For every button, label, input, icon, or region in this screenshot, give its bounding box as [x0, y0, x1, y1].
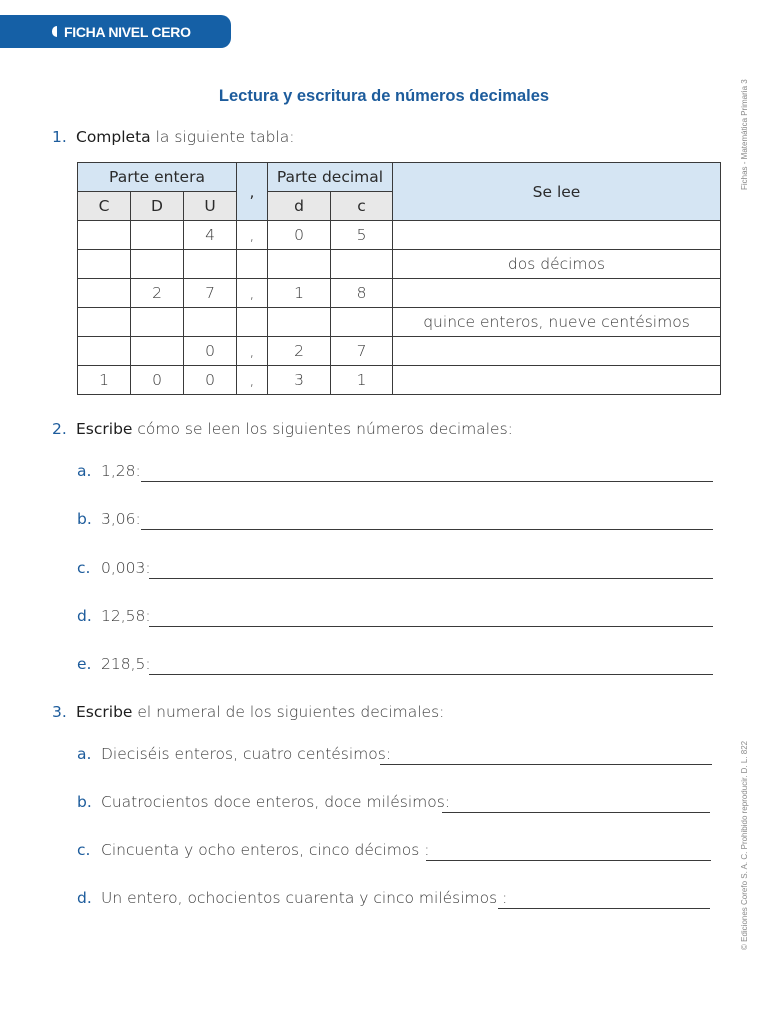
page-title: Lectura y escritura de números decimales	[218, 87, 550, 105]
table-cell[interactable]	[331, 250, 393, 279]
q3-item-d	[77, 889, 507, 907]
table-cell[interactable]: dos décimos	[393, 250, 721, 279]
table-cell[interactable]	[131, 250, 184, 279]
decimal-table	[77, 162, 721, 395]
item-text: Un entero, ochocientos cuarenta y cinco milésimos :	[101, 889, 508, 907]
item-text: Cuatrocientos doce enteros, doce milésimos:	[101, 793, 451, 811]
item-text: Dieciséis enteros, cuatro centésimos:	[101, 745, 392, 763]
header-d: D	[131, 192, 184, 221]
table-cell[interactable]: 8	[331, 279, 393, 308]
header-decimo: d	[268, 192, 331, 221]
table-cell[interactable]	[78, 250, 131, 279]
table-cell[interactable]: 4	[184, 221, 237, 250]
table-row	[78, 279, 721, 308]
table-cell[interactable]: 0	[268, 221, 331, 250]
table-cell[interactable]: quince enteros, nueve centésimos	[393, 308, 721, 337]
answer-line[interactable]	[141, 529, 713, 530]
header-se-lee: Se lee	[393, 163, 721, 221]
table-cell[interactable]: 1	[268, 279, 331, 308]
question-verb: Completa	[76, 128, 151, 146]
table-row	[78, 366, 721, 395]
q3-item-a	[77, 745, 391, 763]
tab-marker-icon	[52, 26, 57, 37]
table-cell[interactable]: 0	[184, 337, 237, 366]
item-text: 218,5:	[101, 655, 151, 673]
item-letter: d.	[77, 607, 92, 625]
item-text: Cincuenta y ocho enteros, cinco décimos :	[101, 841, 430, 859]
table-cell[interactable]	[78, 221, 131, 250]
side-text-bottom: © Ediciones Corefo S. A. C. Prohibido reproducir. D. L. 822	[740, 740, 749, 950]
item-letter: a.	[77, 745, 92, 763]
answer-line[interactable]	[498, 908, 710, 909]
table-cell[interactable]: ,	[237, 279, 268, 308]
question-verb: Escribe	[76, 703, 133, 721]
header-c: C	[78, 192, 131, 221]
table-cell[interactable]	[393, 279, 721, 308]
table-cell[interactable]: 7	[184, 279, 237, 308]
question-verb: Escribe	[76, 420, 133, 438]
question-1	[52, 128, 295, 146]
table-cell[interactable]	[131, 221, 184, 250]
table-cell[interactable]: 2	[268, 337, 331, 366]
table-cell[interactable]: ,	[237, 366, 268, 395]
item-text: 0,003:	[101, 559, 151, 577]
item-text: 12,58:	[101, 607, 151, 625]
table-cell[interactable]: 1	[331, 366, 393, 395]
item-text: 3,06:	[101, 510, 141, 528]
question-number: 1.	[52, 128, 67, 146]
header-parte-entera: Parte entera	[78, 163, 237, 192]
q3-item-c	[77, 841, 430, 859]
table-cell[interactable]	[268, 308, 331, 337]
table-cell[interactable]	[268, 250, 331, 279]
item-letter: c.	[77, 841, 91, 859]
table-cell[interactable]	[131, 308, 184, 337]
item-letter: d.	[77, 889, 92, 907]
header-tab-label: FICHA NIVEL CERO	[64, 23, 191, 40]
answer-line[interactable]	[149, 578, 713, 579]
q3-item-b	[77, 793, 450, 811]
table-cell[interactable]	[131, 337, 184, 366]
q2-item-a	[77, 462, 141, 480]
table-cell[interactable]	[237, 250, 268, 279]
table-cell[interactable]	[78, 279, 131, 308]
table-cell[interactable]	[331, 308, 393, 337]
table-row	[78, 221, 721, 250]
table-cell[interactable]	[184, 250, 237, 279]
table-cell[interactable]: ,	[237, 221, 268, 250]
table-cell[interactable]: 2	[131, 279, 184, 308]
header-parte-decimal: Parte decimal	[268, 163, 393, 192]
table-cell[interactable]	[237, 308, 268, 337]
question-2	[52, 420, 513, 438]
table-row	[78, 250, 721, 279]
table-row	[78, 337, 721, 366]
table-row	[78, 308, 721, 337]
question-text: la siguiente tabla:	[150, 128, 295, 146]
q2-item-b	[77, 510, 141, 528]
item-letter: a.	[77, 462, 92, 480]
answer-line[interactable]	[426, 860, 711, 861]
table-cell[interactable]: ,	[237, 337, 268, 366]
question-text: cómo se leen los siguientes números decimales:	[132, 420, 513, 438]
table-cell[interactable]	[78, 337, 131, 366]
header-comma: ,	[237, 163, 268, 221]
question-text: el numeral de los siguientes decimales:	[132, 703, 445, 721]
item-letter: b.	[77, 510, 92, 528]
answer-line[interactable]	[149, 626, 713, 627]
side-text-top: Fichas - Matemática Primaria 3	[740, 79, 749, 190]
answer-line[interactable]	[149, 674, 713, 675]
table-cell[interactable]: 7	[331, 337, 393, 366]
answer-line[interactable]	[442, 812, 710, 813]
table-cell[interactable]: 0	[131, 366, 184, 395]
item-text: 1,28:	[101, 462, 141, 480]
item-letter: e.	[77, 655, 92, 673]
table-cell[interactable]	[78, 308, 131, 337]
answer-line[interactable]	[141, 481, 713, 482]
q2-item-e	[77, 655, 151, 673]
header-centesimo: c	[331, 192, 393, 221]
table-cell[interactable]: 1	[78, 366, 131, 395]
q2-item-d	[77, 607, 151, 625]
table-cell[interactable]	[184, 308, 237, 337]
q2-item-c	[77, 559, 151, 577]
table-cell[interactable]: 5	[331, 221, 393, 250]
question-3	[52, 703, 444, 721]
table-cell[interactable]: 0	[184, 366, 237, 395]
answer-line[interactable]	[380, 764, 712, 765]
header-tab	[0, 15, 231, 48]
table-cell[interactable]	[393, 337, 721, 366]
table-cell[interactable]: 3	[268, 366, 331, 395]
table-cell[interactable]	[393, 221, 721, 250]
question-number: 3.	[52, 703, 67, 721]
table-cell[interactable]	[393, 366, 721, 395]
header-u: U	[184, 192, 237, 221]
item-letter: b.	[77, 793, 92, 811]
question-number: 2.	[52, 420, 67, 438]
item-letter: c.	[77, 559, 91, 577]
